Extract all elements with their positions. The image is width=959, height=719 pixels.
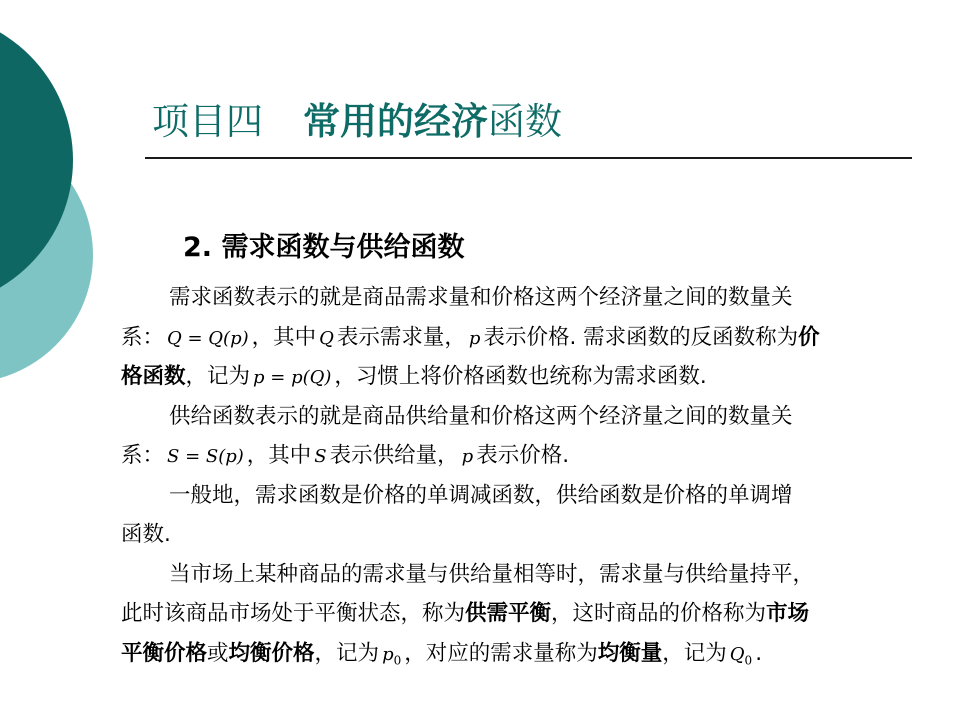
- text: 系：: [121, 443, 165, 468]
- text: 表示价格.: [476, 443, 570, 468]
- page-title: [152, 94, 562, 150]
- text: ，其中: [251, 324, 317, 350]
- text: .: [755, 640, 763, 666]
- bold-term: 格函数: [121, 364, 186, 389]
- equilibrium-price-symbol: [379, 643, 404, 668]
- subscript: 0: [393, 653, 402, 668]
- supply-line-2: [121, 436, 941, 476]
- text: 或: [207, 640, 229, 666]
- title-suffix: 函数: [488, 100, 562, 143]
- demand-line-2: [121, 318, 941, 358]
- text: 表示需求量，: [336, 324, 466, 350]
- text: 需求函数表示的就是商品需求量和价格这两个经济量之间的数量关: [169, 285, 793, 310]
- text: ，记为: [662, 640, 727, 666]
- demand-line-1: [121, 278, 941, 318]
- demand-line-3: [121, 357, 941, 397]
- text: ，记为: [314, 640, 380, 666]
- monotone-line-2: [121, 515, 941, 555]
- math-var: p: [468, 327, 481, 349]
- monotone-line-1: [121, 476, 941, 516]
- price-formula: p = p(Q): [253, 367, 332, 388]
- text: 系：: [121, 324, 165, 350]
- math-var: S: [314, 446, 327, 467]
- equilibrium-line-1: [121, 555, 941, 595]
- text: ，记为: [185, 364, 251, 389]
- bold-term: 平衡价格: [121, 640, 208, 666]
- supply-formula: S = S(p): [167, 446, 244, 467]
- math-var: p: [382, 643, 394, 665]
- text: ，习惯上将价格函数也统称为需求函数.: [334, 364, 707, 389]
- text: 当市场上某种商品的需求量与供给量相等时，需求量与供给量持平，: [169, 561, 815, 587]
- text: ，这时商品的价格称为: [551, 601, 767, 626]
- subscript: 0: [744, 653, 753, 668]
- math-var: Q: [729, 643, 745, 665]
- title-prefix: 项目四: [152, 100, 263, 143]
- text: 此时该商品市场处于平衡状态，称为: [121, 601, 466, 626]
- text: 函数.: [121, 522, 171, 547]
- bold-term: 供需平衡: [465, 601, 552, 626]
- supply-line-1: [121, 397, 941, 437]
- decorative-circles: [0, 0, 110, 400]
- text: ，对应的需求量称为: [404, 640, 598, 666]
- math-var: p: [461, 446, 474, 467]
- bold-term: 市场: [766, 601, 810, 626]
- text: 表示价格. 需求函数的反函数称为: [483, 324, 799, 350]
- equilibrium-quantity-symbol: [727, 643, 755, 668]
- math-var: Q: [319, 327, 334, 349]
- demand-formula: Q = Q(p): [167, 327, 249, 349]
- text: ，其中: [246, 443, 312, 468]
- title-underline: [145, 157, 912, 159]
- equilibrium-line-2: [121, 594, 941, 634]
- text: 供给函数表示的就是商品供给量和价格这两个经济量之间的数量关: [169, 403, 793, 429]
- bold-term: 价: [798, 324, 820, 350]
- title-bold: 常用的经济: [303, 100, 488, 143]
- text: 一般地，需求函数是价格的单调减函数，供给函数是价格的单调增: [169, 482, 793, 508]
- body-text: [121, 278, 941, 673]
- equilibrium-line-3: [121, 634, 941, 674]
- bold-term: 均衡价格: [228, 640, 315, 666]
- text: 表示供给量，: [329, 443, 459, 468]
- section-heading: 2. 需求函数与供给函数: [183, 232, 465, 263]
- bold-term: 均衡量: [597, 640, 663, 666]
